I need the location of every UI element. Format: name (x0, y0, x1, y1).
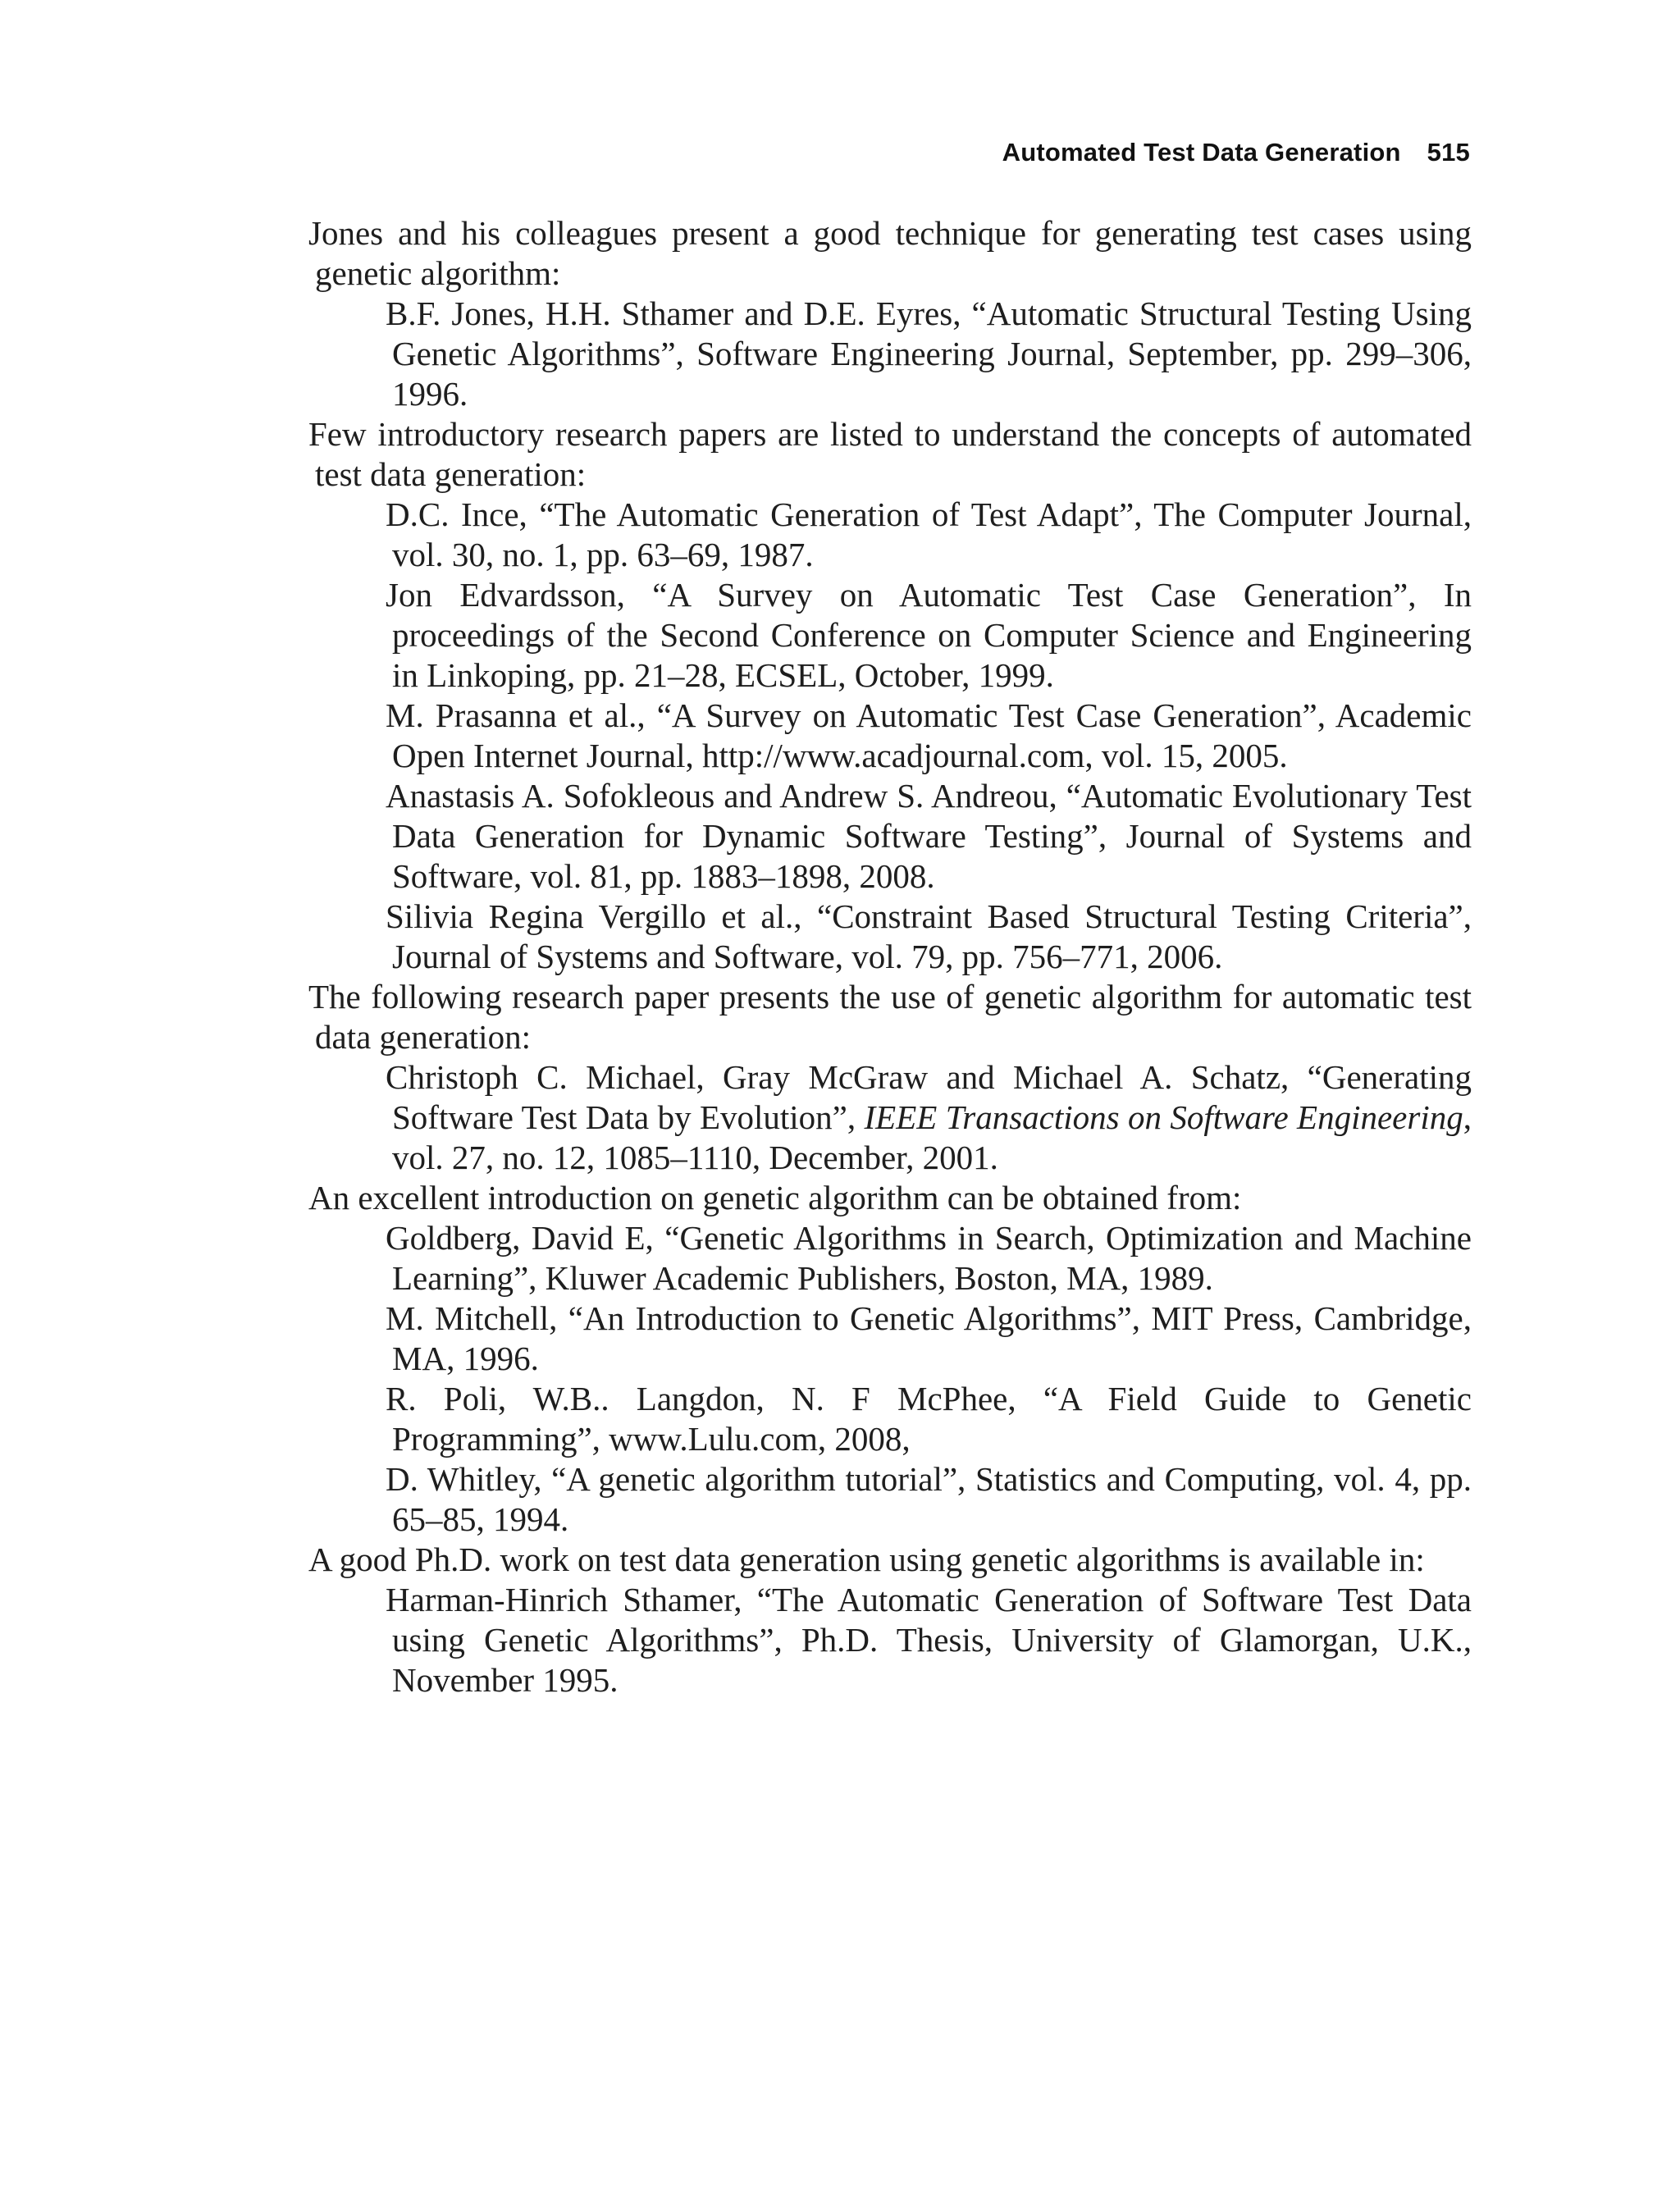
reference-text: , vol. 27, no. 12, 1085–1110, December, 2001. (392, 1098, 1472, 1176)
page-number: 515 (1427, 138, 1470, 167)
reference-entry: Anastasis A. Sofokleous and Andrew S. Andreou, “Automatic Evolutionary Test Data Generation for Dynamic Software Testing”, Journal of Systems and Software, vol. 81, pp. 1883–1898, 2008. (386, 777, 1472, 895)
reference-entry: M. Mitchell, “An Introduction to Genetic Algorithms”, MIT Press, Cambridge, MA, 1996. (386, 1299, 1472, 1377)
section-intro: Jones and his colleagues present a good technique for generating test cases using genetic algorithm: (308, 214, 1472, 292)
section-intro: The following research paper presents the use of genetic algorithm for automatic test data generation: (308, 978, 1472, 1056)
reference-entry: Goldberg, David E, “Genetic Algorithms in Search, Optimization and Machine Learning”, Kluwer Academic Publishers, Boston, MA, 1989. (386, 1219, 1472, 1297)
journal-title-italic: IEEE Transactions on Software Engineering (864, 1098, 1463, 1136)
reference-entry: Harman-Hinrich Sthamer, “The Automatic Generation of Software Test Data using Genetic Algorithms”, Ph.D. Thesis, University of Glamorgan, U.K., November 1995. (386, 1581, 1472, 1699)
page-body (308, 213, 1472, 1700)
section-intro: An excellent introduction on genetic algorithm can be obtained from: (308, 1179, 1242, 1216)
reference-entry: B.F. Jones, H.H. Sthamer and D.E. Eyres, “Automatic Structural Testing Using Genetic Algorithms”, Software Engineering Journal, September, pp. 299–306, 1996. (386, 294, 1472, 413)
reference-entry: R. Poli, W.B.. Langdon, N. F McPhee, “A Field Guide to Genetic Programming”, www.Lulu.com, 2008, (386, 1380, 1472, 1458)
reference-entry: D. Whitley, “A genetic algorithm tutorial”, Statistics and Computing, vol. 4, pp. 65–85, 1994. (386, 1460, 1472, 1538)
reference-entry: Jon Edvardsson, “A Survey on Automatic Test Case Generation”, In proceedings of the Second Conference on Computer Science and Engineering in Linkoping, pp. 21–28, ECSEL, October, 1999. (386, 576, 1472, 694)
reference-text: Christoph C. Michael, Gray McGraw and Michael A. Schatz, “Generating Software Test Data by Evolution”, (386, 1058, 1472, 1136)
reference-entry: D.C. Ince, “The Automatic Generation of Test Adapt”, The Computer Journal, vol. 30, no. 1, pp. 63–69, 1987. (386, 495, 1472, 573)
reference-entry: Silivia Regina Vergillo et al., “Constraint Based Structural Testing Criteria”, Journal of Systems and Software, vol. 79, pp. 756–771, 2006. (386, 897, 1472, 975)
running-head (1002, 138, 1470, 167)
section-intro: A good Ph.D. work on test data generation using genetic algorithms is available in: (308, 1540, 1425, 1578)
reference-entry: M. Prasanna et al., “A Survey on Automatic Test Case Generation”, Academic Open Internet Journal, http://www.acadjournal.com, vol. 15, 2005. (386, 696, 1472, 774)
reference-entry (386, 1057, 1472, 1178)
running-title: Automated Test Data Generation (1002, 138, 1401, 167)
section-intro: Few introductory research papers are listed to understand the concepts of automated test data generation: (308, 415, 1472, 493)
